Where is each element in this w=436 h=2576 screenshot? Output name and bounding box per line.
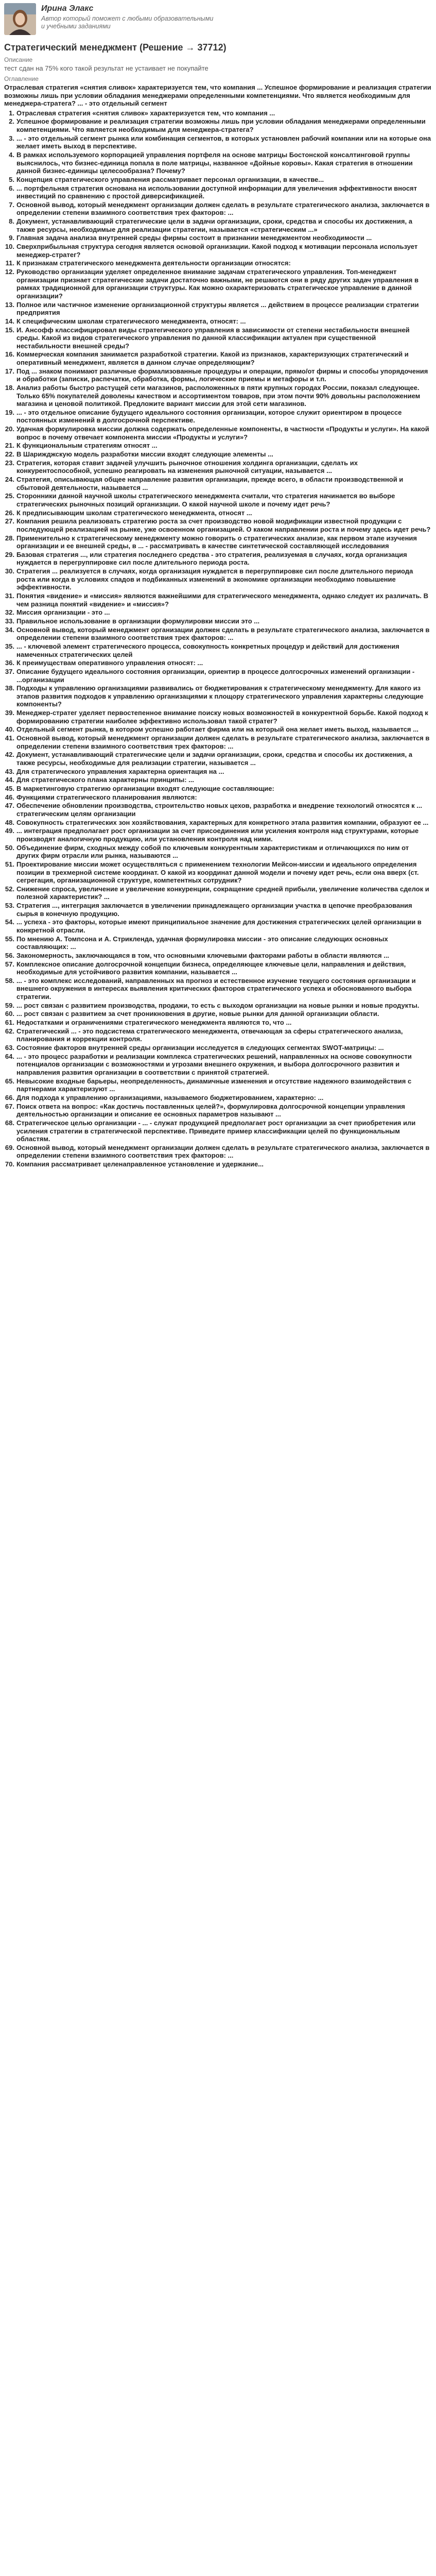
list-item-number: 16. [5, 350, 14, 359]
list-item-text: Основной вывод, который менеджмент организации должен сделать в результате стратегического анализа, заключается в определении степени взаимного соответствия трех факторов: ... [16, 734, 430, 750]
list-item-text: Стратегия ... реализуется в случаях, когда организация нуждается в перегруппировке сил после длительного периода роста или когда в условиях спадов и подбиканных изменений в экономике организации необходимо повышение эффективности. [16, 567, 413, 591]
contents-list-item [4, 1019, 432, 1027]
list-item-number: 17. [5, 367, 14, 375]
list-item-text: Для стратегического управления характерна ориентация на ... [16, 767, 224, 775]
list-item-number: 36. [5, 659, 14, 667]
list-item-text: Анализ работы быстро растущей сети магазинов, расположенных в пяти крупных городах России, показал следующее. Только 65% покупателей доволены качеством и ассортиментом товаров, при этом почти 90% довольны расположением магазина и ценовой политикой. Предложите вариант миссии для этой сети магазинов. [16, 383, 421, 408]
list-item-text: Для стратегического плана характерны принципы: ... [16, 776, 195, 784]
list-item-number: 26. [5, 509, 14, 517]
contents-list-item [4, 860, 432, 885]
contents-list [4, 109, 432, 1168]
list-item-number: 55. [5, 935, 14, 943]
list-item-number: 57. [5, 960, 14, 968]
list-item-number: 21. [5, 442, 14, 450]
contents-list-item [4, 734, 432, 750]
contents-list-item [4, 1119, 432, 1143]
author-name[interactable]: Ирина Элакс [41, 4, 94, 13]
contents-list-item [4, 785, 432, 793]
contents-list-item [4, 492, 432, 508]
contents-list-item [4, 960, 432, 976]
list-item-text: Миссия организации - это ... [16, 608, 110, 617]
list-item-text: Стратегия ..., интеграция заключается в увеличении принадлежащего организации участка в цепочке преобразования сырья в конечную продукцию. [16, 902, 412, 918]
contents-list-item [4, 1144, 432, 1160]
list-item-number: 68. [5, 1118, 14, 1127]
list-item-number: 69. [5, 1143, 14, 1151]
list-item-text: ... рост связан с развитием за счет проникновения в другие, новые рынки для данной организации области. [16, 1010, 379, 1018]
list-item-text: Полное или частичное изменение организационной структуры является ... действием в процессе реализации стратегии предприятия [16, 300, 419, 317]
list-item-number: 6. [9, 184, 14, 192]
contents-list-item [4, 551, 432, 567]
list-item-text: Обеспечение обновлении производства, строительство новых цехов, разработка и внедрение технологий относятся к ... стратегическим целям организации [16, 802, 423, 818]
contents-list-item [4, 184, 432, 200]
list-item-number: 54. [5, 918, 14, 926]
list-item-text: Успешное формирование и реализация стратегии возможны лишь при условии обладания менеджерами определенными компетенциями. Что является необходимым для менеджера-стратега? [16, 117, 426, 134]
list-item-text: Отраслевая стратегия «снятия сливок» характеризуется тем, что компания ... [16, 109, 275, 117]
contents-list-item [4, 567, 432, 591]
list-item-number: 11. [5, 259, 14, 267]
contents-list-item [4, 725, 432, 734]
list-item-text: ... - это отдельное описание будущего идеального состояния организации, которое служит ориентиром в процессе постоянных изменений в долгосрочной перспективе. [16, 408, 402, 425]
contents-list-item [4, 952, 432, 960]
list-item-text: К признакам стратегического менеджмента деятельности организации относятся: [16, 259, 291, 267]
contents-list-item [4, 1103, 432, 1118]
list-item-text: Описание будущего идеального состояния организации, ориентир в процессе долгосрочных изменений организации - ...организации [16, 667, 415, 684]
list-item-number: 31. [5, 592, 14, 600]
list-item-number: 45. [5, 785, 14, 792]
list-item-number: 14. [5, 317, 14, 325]
list-item-number: 64. [5, 1052, 14, 1060]
contents-list-item [4, 592, 432, 608]
list-item-text: Базовая стратегия ..., или стратегия последнего средства - это стратегия, реализуемая в случаях, когда организация нуждается в перегруппировке сил после длительного периода роста. [16, 550, 407, 567]
contents-list-item [4, 201, 432, 217]
list-item-number: 52. [5, 885, 14, 893]
contents-list-item [4, 367, 432, 383]
list-item-number: 47. [5, 802, 14, 810]
list-item-text: Сторонники данной научной школы стратегического менеджмента считали, что стратегия начинается во выборе стратегических рыночных позиций организации. О какой научной школе и почему идет речь? [16, 492, 395, 508]
list-item-number: 32. [5, 608, 14, 617]
list-item-number: 13. [5, 300, 14, 309]
contents-list-item [4, 442, 432, 450]
contents-list-item [4, 935, 432, 951]
list-item-number: 46. [5, 793, 14, 801]
list-item-number: 10. [5, 243, 14, 251]
list-item-number: 29. [5, 550, 14, 558]
list-item-text: ... - это процесс разработки и реализации комплекса стратегических решений, направленных на основе совокупности потенциалов организации с возможностями и угрозами внешнего окружения, и выбора долгосрочного развития и направления развития организации в соответствии с принятой стратегией. [16, 1052, 412, 1076]
contents-list-item [4, 1002, 432, 1010]
list-item-number: 39. [5, 709, 14, 717]
list-item-number: 30. [5, 567, 14, 575]
contents-list-item [4, 409, 432, 425]
list-item-text: ... успеха - это факторы, которые имеют принципиальное значение для достижения стратегических целей организации в конкретной отрасли. [16, 918, 422, 934]
contents-list-item [4, 885, 432, 901]
contents-list-item [4, 768, 432, 776]
list-item-text: Стратегическое целью организации - ... - служат продукцией предполагает рост организации за счет приобретения или усиления стратегии в стратегической перспективе. Приведите пример классификации целей по функциональным областям. [16, 1118, 416, 1143]
contents-list-item [4, 1160, 432, 1168]
list-item-number: 40. [5, 725, 14, 734]
list-item-number: 15. [5, 326, 14, 334]
list-item-text: Понятия «видение» и «миссия» являются важнейшими для стратегического менеджмента, однако следует их различать. В чем разница понятий «видение» и «миссия»? [16, 592, 429, 608]
contents-list-item [4, 642, 432, 658]
list-item-number: 56. [5, 951, 14, 959]
contents-list-item [4, 384, 432, 408]
contents-list-item [4, 243, 432, 259]
list-item-number: 37. [5, 667, 14, 675]
list-item-text: Для подхода к управлению организациями, называемого бюджетированием, характерно: ... [16, 1093, 324, 1101]
list-item-number: 1. [9, 109, 14, 117]
contents-label: Оглавление [4, 75, 39, 82]
list-item-number: 51. [5, 860, 14, 868]
contents-list-item [4, 617, 432, 625]
list-item-text: Совокупность стратегических зон хозяйствования, характерных для конкретного этапа развития компании, образуют ее ... [16, 818, 429, 826]
list-item-text: Основной вывод, который менеджмент организации должен сделать в результате стратегического анализа, заключается в определении степени взаимного соответствия трех факторов: ... [16, 200, 430, 217]
list-item-text: ... - это комплекс исследований, направленных на прогноз и естественное изучение текущего состояния организации и внешнего окружения в интересах выявления критических факторов стратегического успеха и обоснованного выбора стратегии. [16, 976, 416, 1001]
list-item-number: 34. [5, 625, 14, 634]
list-item-text: По мнению А. Томпсона и А. Стрикленда, удачная формулировка миссии - это описание следующих основных составляющих: ... [16, 935, 388, 951]
author-description: Автор который поможет с любыми образовательными и учебными заданиями [41, 15, 214, 30]
contents-list-item [4, 819, 432, 827]
contents-list-item [4, 1077, 432, 1093]
list-item-text: Стратегический ... - это подсистема стратегического менеджмента, отвечающая за сферы стратегического анализа, планирования и коррекции контроля. [16, 1027, 403, 1043]
list-item-number: 18. [5, 383, 14, 392]
list-item-number: 27. [5, 517, 14, 526]
list-item-text: И. Ансофф классифицировал виды стратегического управления в зависимости от степени нестабильности внешней среды. Какой из видов стратегического управления по данной классификации актуален при существенной нестабильности внешней среды? [16, 326, 410, 350]
list-item-number: 61. [5, 1019, 14, 1027]
contents-list-item [4, 117, 432, 133]
list-item-number: 65. [5, 1077, 14, 1085]
contents-list-item [4, 234, 432, 242]
list-item-number: 23. [5, 459, 14, 467]
list-item-number: 20. [5, 425, 14, 433]
contents-list-item [4, 517, 432, 533]
list-item-number: 53. [5, 902, 14, 910]
contents-list-item [4, 1010, 432, 1018]
contents-list-item [4, 608, 432, 617]
contents-list-item [4, 902, 432, 918]
list-item-number: 4. [9, 151, 14, 159]
list-item-number: 50. [5, 843, 14, 852]
list-item-number: 35. [5, 642, 14, 650]
list-item-number: 8. [9, 217, 14, 226]
contents-list-item [4, 1044, 432, 1052]
list-item-text: В рамках используемого корпорацией управления портфеля на основе матрицы Бостонской консалтинговой группы выяснилось, что бизнес-единица попала в поле матрицы, названное «Дойные коровы». Какая стратегия в отношении данной бизнес-единицы целесообразна? Почему? [16, 151, 413, 175]
list-item-text: Комплексное описание долгосрочной концепции бизнеса, определяющее ключевые цели, направления и действия, необходимые для устойчивого развития компании, называется ... [16, 960, 406, 976]
contents-list-item [4, 776, 432, 784]
list-item-text: В Шарижджскую модель разработки миссии входят следующие элементы ... [16, 450, 273, 459]
contents-list-item [4, 977, 432, 1001]
list-item-text: Стратегия, описывающая общее направление развития организации, прежде всего, в области производственной и сбытовой деятельности, называется ... [16, 476, 404, 492]
list-item-text: ... портфельная стратегия основана на использовании доступной информации для увеличения эффективности вносят инвестиций по сравнению с простой диверсификацией. [16, 184, 417, 200]
contents-list-item [4, 217, 432, 233]
list-item-number: 63. [5, 1044, 14, 1052]
list-item-number: 7. [9, 200, 14, 209]
list-item-number: 58. [5, 976, 14, 985]
list-item-text: Компания рассматривает целенаправленное установление и удержание... [16, 1160, 264, 1168]
list-item-text: Поиск ответа на вопрос: «Как достичь поставленных целей?», формулировка долгосрочной концепции управления деятельностью организации и описание ее основных параметров называют ... [16, 1102, 405, 1118]
list-item-number: 44. [5, 776, 14, 784]
list-item-text: Невысокие входные барьеры, неопределенность, динамичные изменения и отсутствие надежного взаимодействия с партнерами характеризуют ... [16, 1077, 412, 1093]
list-item-text: К предписывающим школам стратегического менеджмента, относят ... [16, 509, 252, 517]
list-item-text: ... рост связан с развитием производства, продажи, то есть с выходом организации на новые рынки и новые продукты. [16, 1001, 420, 1009]
list-item-number: 49. [5, 827, 14, 835]
list-item-number: 60. [5, 1010, 14, 1018]
contents-list-item [4, 326, 432, 350]
contents-list-item [4, 268, 432, 300]
list-item-number: 38. [5, 684, 14, 692]
page-title: Стратегический менеджмент (Решение → 37712) [4, 42, 226, 53]
list-item-text: ... интеграция предполагает рост организации за счет присоединения или усиления контроля над структурами, которые производят аналогичную продукцию, или установления контроля над ними. [16, 827, 419, 843]
contents-list-item [4, 626, 432, 642]
list-item-text: Применительно к стратегическому менеджменту можно говорить о стратегических анализе, как первом этапе изучения организации и ее внешней среды, в ... - рассматривать в качестве синтетической составляющей исследования [16, 534, 417, 550]
list-item-number: 2. [9, 117, 14, 126]
list-item-text: Функциями стратегического планирования являются: [16, 793, 197, 801]
contents-list-item [4, 668, 432, 684]
list-item-number: 25. [5, 492, 14, 500]
contents-list-item [4, 151, 432, 175]
list-item-text: Основной вывод, который менеджмент организации должен сделать в результате стратегического анализа, заключается в определении степени взаимного соответствия трех факторов: ... [16, 625, 430, 642]
contents-list-item [4, 459, 432, 475]
contents-list-item [4, 1094, 432, 1102]
list-item-number: 5. [9, 175, 14, 183]
list-item-text: К специфическим школам стратегического менеджмента, относят: ... [16, 317, 246, 325]
contents-list-item [4, 827, 432, 843]
contents-list-item [4, 134, 432, 150]
list-item-number: 59. [5, 1001, 14, 1009]
list-item-number: 19. [5, 408, 14, 416]
list-item-text: Стратегия, которая ставит задачей улучшить рыночное отношения холдинга организации, сделать их конкурентоспособной, успешно реагировать на изменения рыночной ситуации, называется ... [16, 459, 358, 475]
list-item-text: Снижение спроса, увеличение и увеличение конкуренции, сокращение средней прибыли, увеличение количества сделок и полезной характеристик? ... [16, 885, 429, 901]
list-item-text: В маркетинговую стратегию организации входят следующие составляющие: [16, 785, 274, 792]
contents-list-item [4, 476, 432, 492]
contents-list-item [4, 751, 432, 767]
list-item-text: Концепция стратегического управления рассматривает персонал организации, в качестве... [16, 175, 324, 183]
contents-list-item [4, 450, 432, 459]
list-item-number: 33. [5, 617, 14, 625]
list-item-text: Закономерность, заключающаяся в том, что основными ключевыми факторами работы в области являются ... [16, 951, 390, 959]
contents-list-item [4, 802, 432, 818]
list-item-text: Руководство организации уделяет определенное внимание задачам стратегического управления. Топ-менеджент организации признает стратегические задачи достаточно важными, не решаются они в ряду других задач управления в рамках традиционной для организации структуры. Как можно охарактеризовать стратегическое управление в данной организации? [16, 268, 418, 300]
list-item-number: 12. [5, 268, 14, 276]
contents-list-item [4, 918, 432, 934]
list-item-text: К функциональным стратегиям относят ... [16, 442, 158, 450]
contents-list-item [4, 259, 432, 267]
list-item-number: 62. [5, 1027, 14, 1035]
list-item-number: 43. [5, 767, 14, 775]
contents-list-item [4, 1053, 432, 1077]
list-item-text: Подходы к управлению организациями развивались от бюджетирования к стратегическому менеджменту. Для какого из этапов развития подходов к управлению организациями к площору стратегического управления характерны следующие компоненты? [16, 684, 424, 708]
contents-list-item [4, 709, 432, 725]
list-item-number: 42. [5, 751, 14, 759]
contents-list-item [4, 509, 432, 517]
list-item-number: 3. [9, 134, 14, 142]
list-item-text: Основной вывод, который менеджмент организации должен сделать в результате стратегического анализа, заключается в определении степени взаимного соответствия трех факторов: ... [16, 1143, 430, 1160]
contents-list-item [4, 109, 432, 117]
list-item-text: ... - это отдельный сегмент рынка или комбинация сегментов, в которых установлен рабочий компании или на которые она желает иметь выход в перспективе. [16, 134, 431, 150]
list-item-number: 66. [5, 1093, 14, 1101]
contents-list-item [4, 684, 432, 708]
list-item-number: 24. [5, 476, 14, 484]
list-item-text: Сверхприбыльная структура сегодня является основой организации. Какой подход к мотивации персонала использует менеджер-стратег? [16, 243, 418, 259]
list-item-text: К преимуществам оперативного управления относят: ... [16, 659, 203, 667]
list-item-number: 9. [9, 234, 14, 242]
list-item-text: Компания решила реализовать стратегию роста за счет производство новой модификации известной продукции с последующей реализацией на рынке, уже освоенном организацией. О каком направлении роста и почему здесь идет речь? [16, 517, 431, 533]
list-item-text: Отдельный сегмент рынка, в котором успешно работает фирма или на который она желает иметь выход, называется ... [16, 725, 418, 734]
list-item-text: Коммерческая компания занимается разработкой стратегии. Какой из признаков, характеризующих стратегический и оперативный менеджмент, является в данном случае определяющим? [16, 350, 409, 366]
list-item-number: 70. [5, 1160, 14, 1168]
contents-list-item [4, 350, 432, 366]
list-item-number: 48. [5, 818, 14, 826]
contents-intro: Отраслевая стратегия «снятия сливок» характеризуется тем, что компания ... Успешное формирование и реализация стратегии возможны лишь при условии обладания менеджерами определенными компетенциями. Что является необходимым для менеджера-стратега? ... - это отдельный сегмент [4, 83, 431, 108]
author-block [4, 3, 432, 40]
list-item-number: 28. [5, 534, 14, 542]
list-item-text: Объединение фирм, сходных между собой по ключевым конкурентным характеристикам и отличающихся по ним от других фирм отрасли или рынка, называются ... [16, 843, 409, 860]
list-item-text: Правильное использование в организации формулировки миссии это ... [16, 617, 260, 625]
list-item-text: Состояние факторов внутренней среды организации исследуется в следующих сегментах SWOT-матрицы: ... [16, 1044, 384, 1052]
list-item-text: Проектирование миссии может осуществляться с применением технологии Мейсон-миссии и идеального определения позиции в трехмерной системе координат. О какой из координат данной модели и почему идет речь, если она вверх (ст. сегрегация, организационной структуре, компетентных сотрудник? [16, 860, 419, 885]
author-avatar[interactable] [4, 3, 36, 35]
list-item-text: Менеджер-стратег уделяет первостепенное внимание поиску новых возможностей в конкурентной борьбе. Какой подход к формированию стратегии наиболее эффективно использовал такой стратег? [16, 709, 428, 725]
list-item-number: 22. [5, 450, 14, 459]
list-item-text: ... - ключевой элемент стратегического процесса, совокупность конкретных процедур и действий для достижения намеченных стратегических целей [16, 642, 399, 658]
contents-list-item [4, 534, 432, 550]
list-item-text: Документ, устанавливающий стратегические цели в задачи организации, сроки, средства и способы их достижения, а также ресурсы, необходимые для реализации стратегии, называется «стратегическим ...» [16, 217, 412, 233]
list-item-text: Главная задача анализа внутренней среды фирмы состоит в признании менеджментом необходимости ... [16, 234, 372, 242]
contents-list-item [4, 793, 432, 802]
contents-list-item [4, 1027, 432, 1043]
list-item-number: 41. [5, 734, 14, 742]
contents-list-item [4, 301, 432, 317]
list-item-text: Документ, устанавливающий стратегические цели и задачи организации, сроки, средства и способы их достижения, а также ресурсы, необходимые для реализации стратегии, называется ... [16, 751, 412, 767]
list-item-text: Удачная формулировка миссии должна содержать определенные компоненты, в частности «Продукты и услуги». На какой вопрос в почему отвечает компонента миссии «Продукты и услуги»? [16, 425, 429, 441]
contents-list-item [4, 659, 432, 667]
contents-list-item [4, 425, 432, 441]
list-item-text: Под ... знаком понимают различные формализованные процедуры и операции, прямо/от фирмы и способы упорядочения и обработки (записки, распечатки, обработка, формы, логические приемы и метафоры и т.п. [16, 367, 428, 383]
description-label: Описание [4, 56, 33, 63]
list-item-number: 67. [5, 1102, 14, 1110]
description-text: тест сдан на 75% кого такой результат не устаивает не покупайте [4, 64, 208, 72]
contents-list-item [4, 317, 432, 326]
contents-list-item [4, 844, 432, 860]
contents-list-item [4, 176, 432, 184]
list-item-text: Недостатками и ограничениями стратегического менеджмента являются то, что ... [16, 1019, 292, 1027]
